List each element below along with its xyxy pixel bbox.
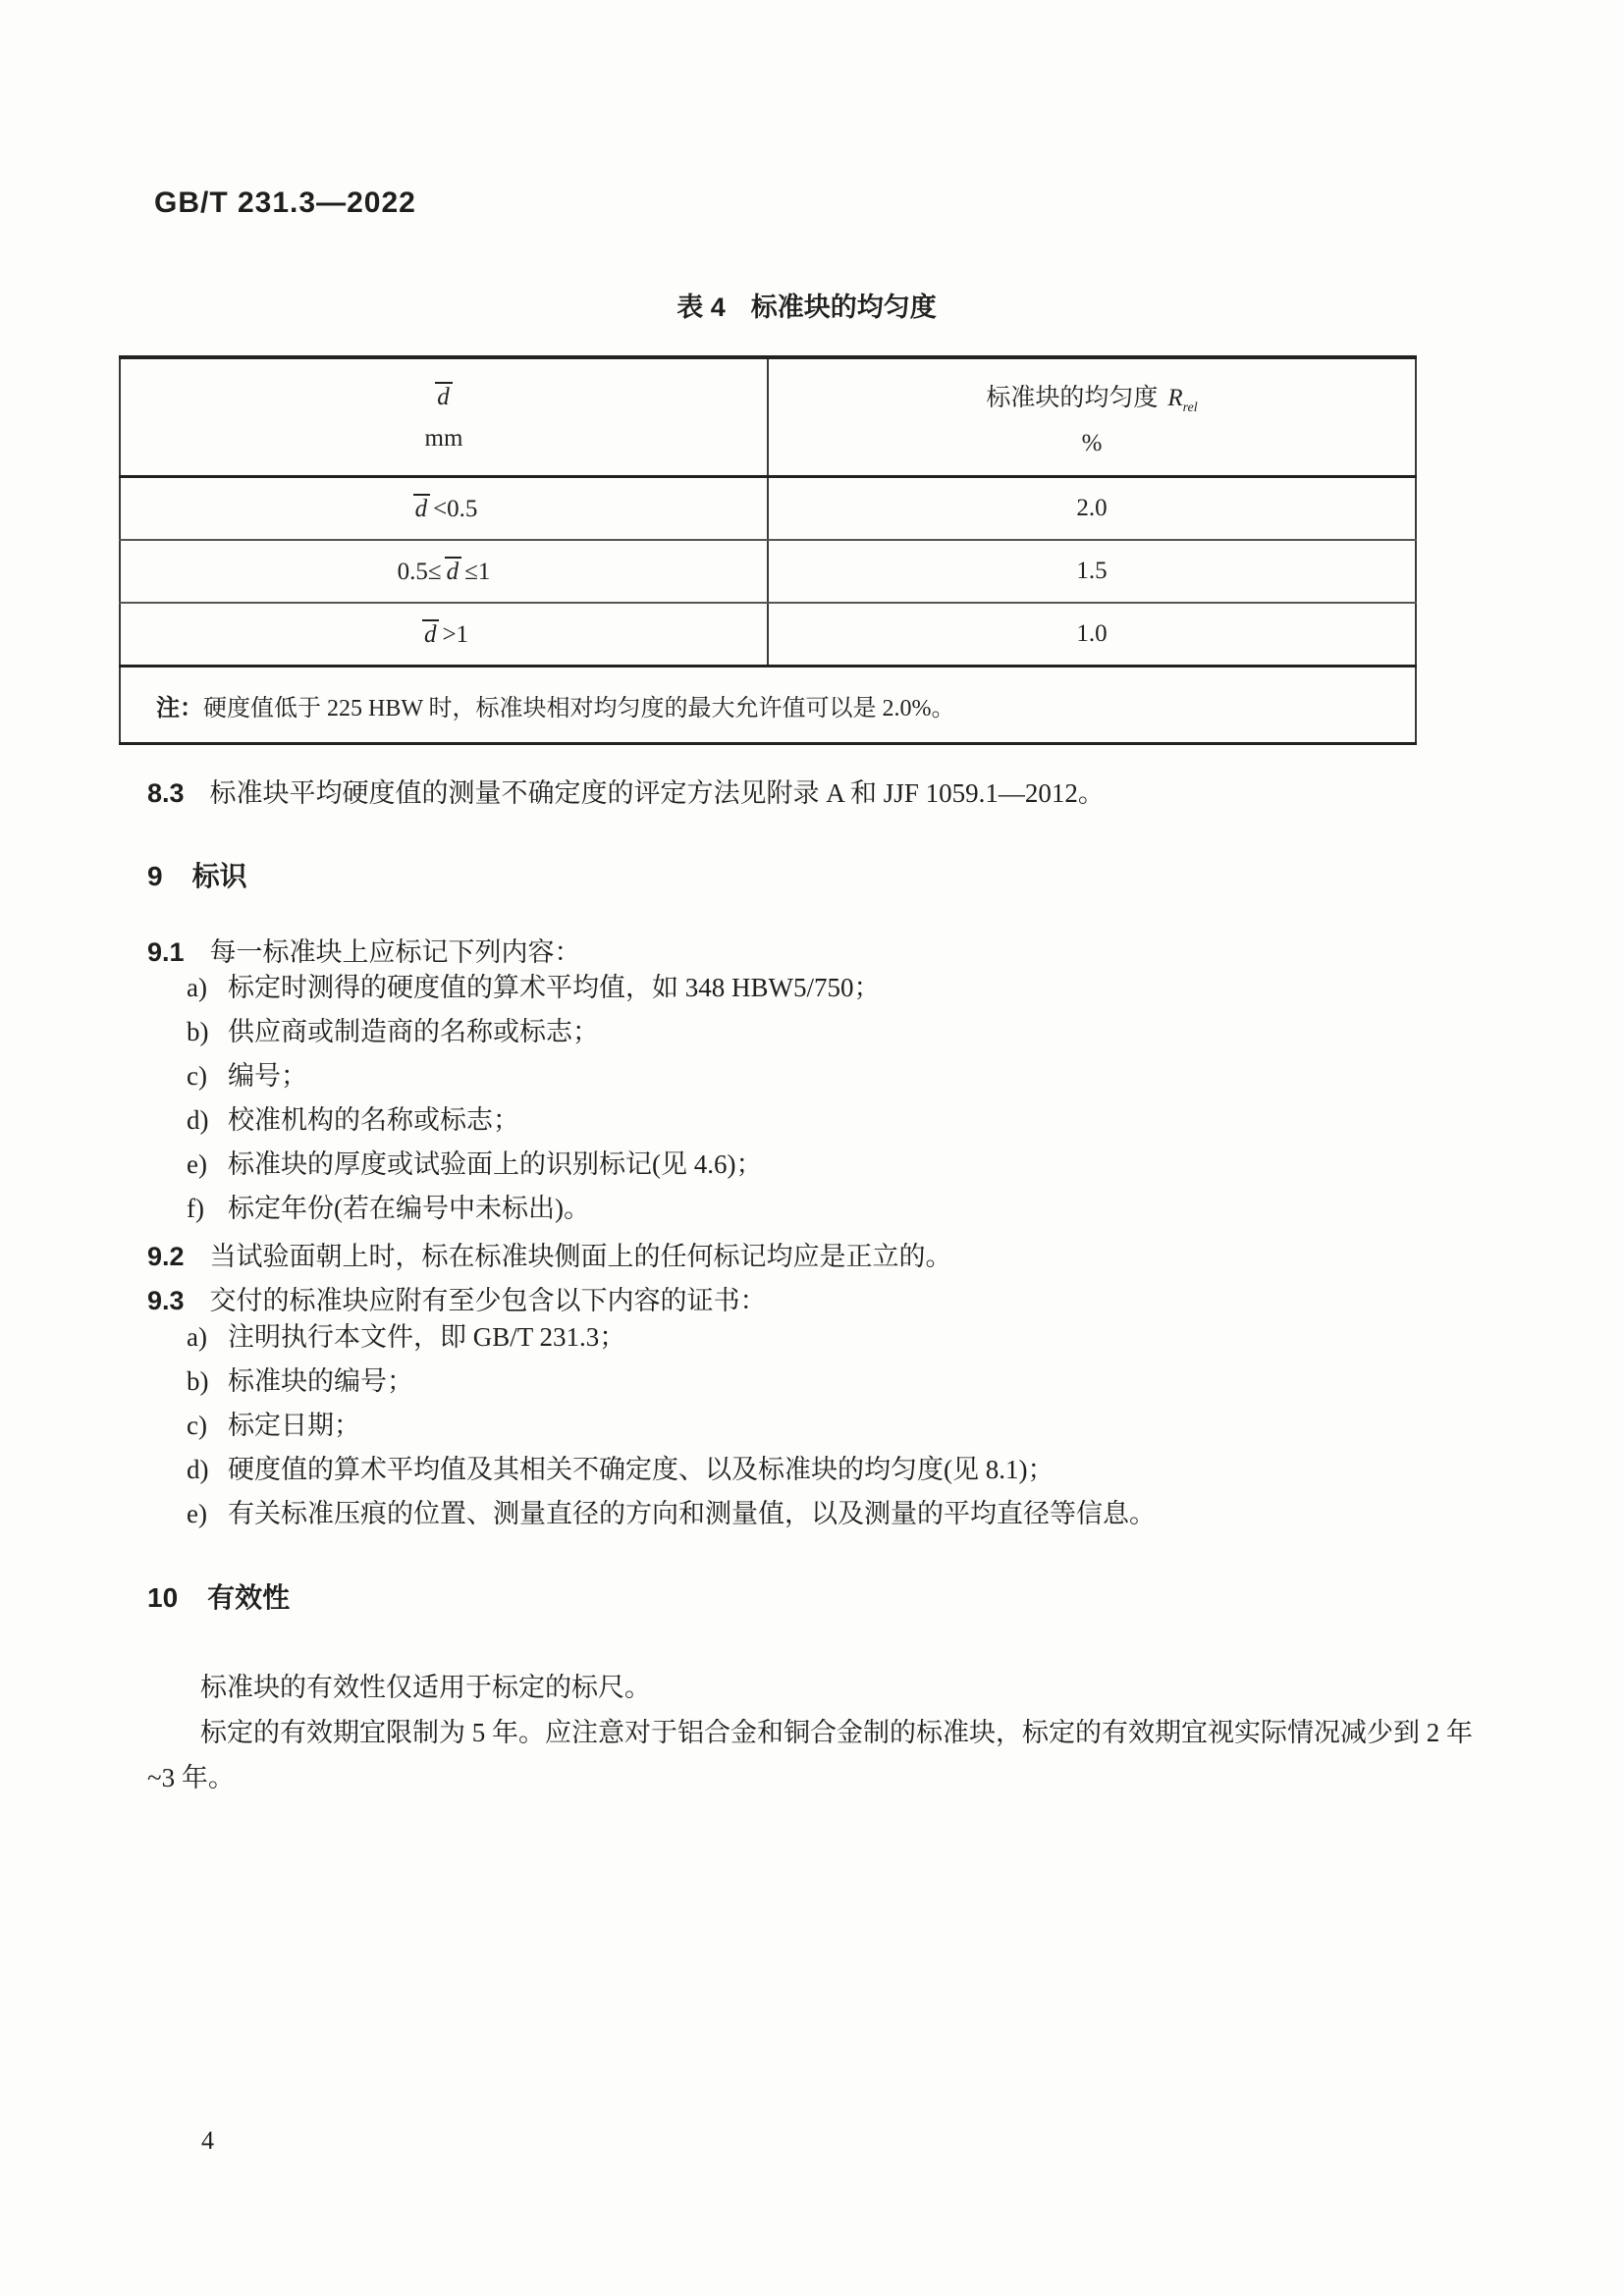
- cell-condition: d >1: [120, 603, 768, 667]
- list-item-text: 注明执行本文件，即 GB/T 231.3；: [228, 1322, 626, 1352]
- list-item-text: 编号；: [228, 1061, 307, 1091]
- list-item-text: 标定时测得的硬度值的算术平均值，如 348 HBW5/750；: [228, 973, 881, 1002]
- section-10-paragraph-1: 标准块的有效性仅适用于标定的标尺。: [200, 1673, 651, 1702]
- list-9-3: [187, 1315, 1443, 1536]
- list-item-label: c): [187, 1411, 207, 1440]
- table-row: [120, 477, 1416, 541]
- section-number: 8.3: [147, 778, 185, 808]
- list-item: [187, 1054, 1443, 1098]
- list-item-text: 供应商或制造商的名称或标志；: [228, 1017, 599, 1046]
- list-item: [187, 1448, 1443, 1492]
- list-item-label: b): [187, 1017, 209, 1046]
- section-9-heading: [147, 855, 247, 894]
- table-note-row: [120, 667, 1416, 744]
- list-item-label: b): [187, 1366, 209, 1396]
- list-item: [187, 1315, 1443, 1360]
- section-text: 标准块平均硬度值的测量不确定度的评定方法见附录 A 和 JJF 1059.1—2012。: [209, 778, 1105, 808]
- list-item-text: 标定日期；: [228, 1411, 360, 1440]
- table-note: [120, 667, 1416, 744]
- section-10-heading: [147, 1576, 290, 1616]
- list-item-label: e): [187, 1149, 207, 1179]
- list-item-label: c): [187, 1061, 207, 1091]
- list-item-label: f): [187, 1194, 204, 1223]
- list-item-label: e): [187, 1499, 207, 1528]
- page-number: 4: [201, 2126, 214, 2155]
- section-8-3: [147, 772, 1105, 810]
- section-text: 交付的标准块应附有至少包含以下内容的证书：: [209, 1286, 767, 1315]
- list-item-label: d): [187, 1455, 209, 1484]
- r-rel-symbol: R: [1167, 384, 1183, 411]
- list-item: [187, 1010, 1443, 1054]
- col-header-uniformity-title: 标准块的均匀度: [986, 384, 1159, 411]
- section-text: 当试验面朝上时，标在标准块侧面上的任何标记均应是正立的。: [209, 1242, 952, 1271]
- list-item: [187, 1492, 1443, 1536]
- list-item-label: a): [187, 1322, 207, 1352]
- list-item: [187, 1098, 1443, 1143]
- list-item: [187, 1187, 1443, 1231]
- section-number: 9.2: [147, 1242, 185, 1271]
- list-item-text: 标准块的编号；: [228, 1366, 413, 1396]
- section-text: 每一标准块上应标记下列内容：: [209, 937, 581, 967]
- col-header-d-unit: mm: [424, 425, 463, 452]
- table-caption: [158, 286, 1455, 324]
- list-item: [187, 966, 1443, 1010]
- cell-value: 2.0: [768, 477, 1416, 541]
- list-item: [187, 1404, 1443, 1448]
- col-header-d: [120, 357, 768, 477]
- section-number: 9: [147, 861, 163, 891]
- d-bar-symbol: d: [413, 494, 431, 522]
- r-rel-subscript: rel: [1182, 400, 1198, 415]
- section-title: 有效性: [207, 1582, 291, 1613]
- table-row: [120, 603, 1416, 667]
- list-item-text: 有关标准压痕的位置、测量直径的方向和测量值，以及测量的平均直径等信息。: [228, 1499, 1156, 1528]
- table-row: [120, 540, 1416, 603]
- table-header-row: [120, 357, 1416, 477]
- section-9-1: [147, 931, 581, 969]
- table-4-uniformity: [119, 355, 1417, 745]
- list-item-label: d): [187, 1105, 209, 1135]
- note-label: 注：: [156, 694, 203, 721]
- col-header-uniformity-unit: %: [1081, 429, 1103, 456]
- list-item-text: 校准机构的名称或标志；: [228, 1105, 519, 1135]
- note-text: 硬度值低于 225 HBW 时，标准块相对均匀度的最大允许值可以是 2.0%。: [203, 695, 955, 721]
- section-number: 9.3: [147, 1286, 185, 1315]
- d-bar-symbol: d: [422, 619, 440, 648]
- list-item: [187, 1360, 1443, 1404]
- cell-value: 1.5: [768, 540, 1416, 603]
- section-number: 10: [147, 1582, 179, 1613]
- section-title: 标识: [191, 861, 247, 891]
- list-item-text: 标准块的厚度或试验面上的识别标记(见 4.6)；: [228, 1149, 763, 1179]
- d-bar-symbol: d: [121, 382, 767, 411]
- list-item-text: 标定年份(若在编号中未标出)。: [228, 1194, 590, 1223]
- col-header-uniformity: [768, 357, 1416, 477]
- list-item-label: a): [187, 973, 207, 1002]
- section-10-paragraph-2: 标定的有效期宜限制为 5 年。应注意对于铝合金和铜合金制的标准块，标定的有效期宜视实际情况减少到 2 年~3 年。: [147, 1718, 1473, 1792]
- cell-condition: 0.5≤ d ≤1: [120, 540, 768, 603]
- list-item-text: 硬度值的算术平均值及其相关不确定度、以及标准块的均匀度(见 8.1)；: [228, 1455, 1055, 1484]
- d-bar-symbol: d: [445, 557, 462, 585]
- section-number: 9.1: [147, 937, 185, 967]
- table-caption-title: 标准块的均匀度: [750, 293, 937, 322]
- cell-condition: d <0.5: [120, 477, 768, 541]
- table-caption-label: 表 4: [676, 293, 726, 322]
- list-9-1: [187, 966, 1443, 1231]
- section-9-2: [147, 1235, 952, 1273]
- section-9-3: [147, 1279, 767, 1317]
- cell-value: 1.0: [768, 603, 1416, 667]
- list-item: [187, 1143, 1443, 1187]
- standard-number: GB/T 231.3—2022: [154, 187, 416, 219]
